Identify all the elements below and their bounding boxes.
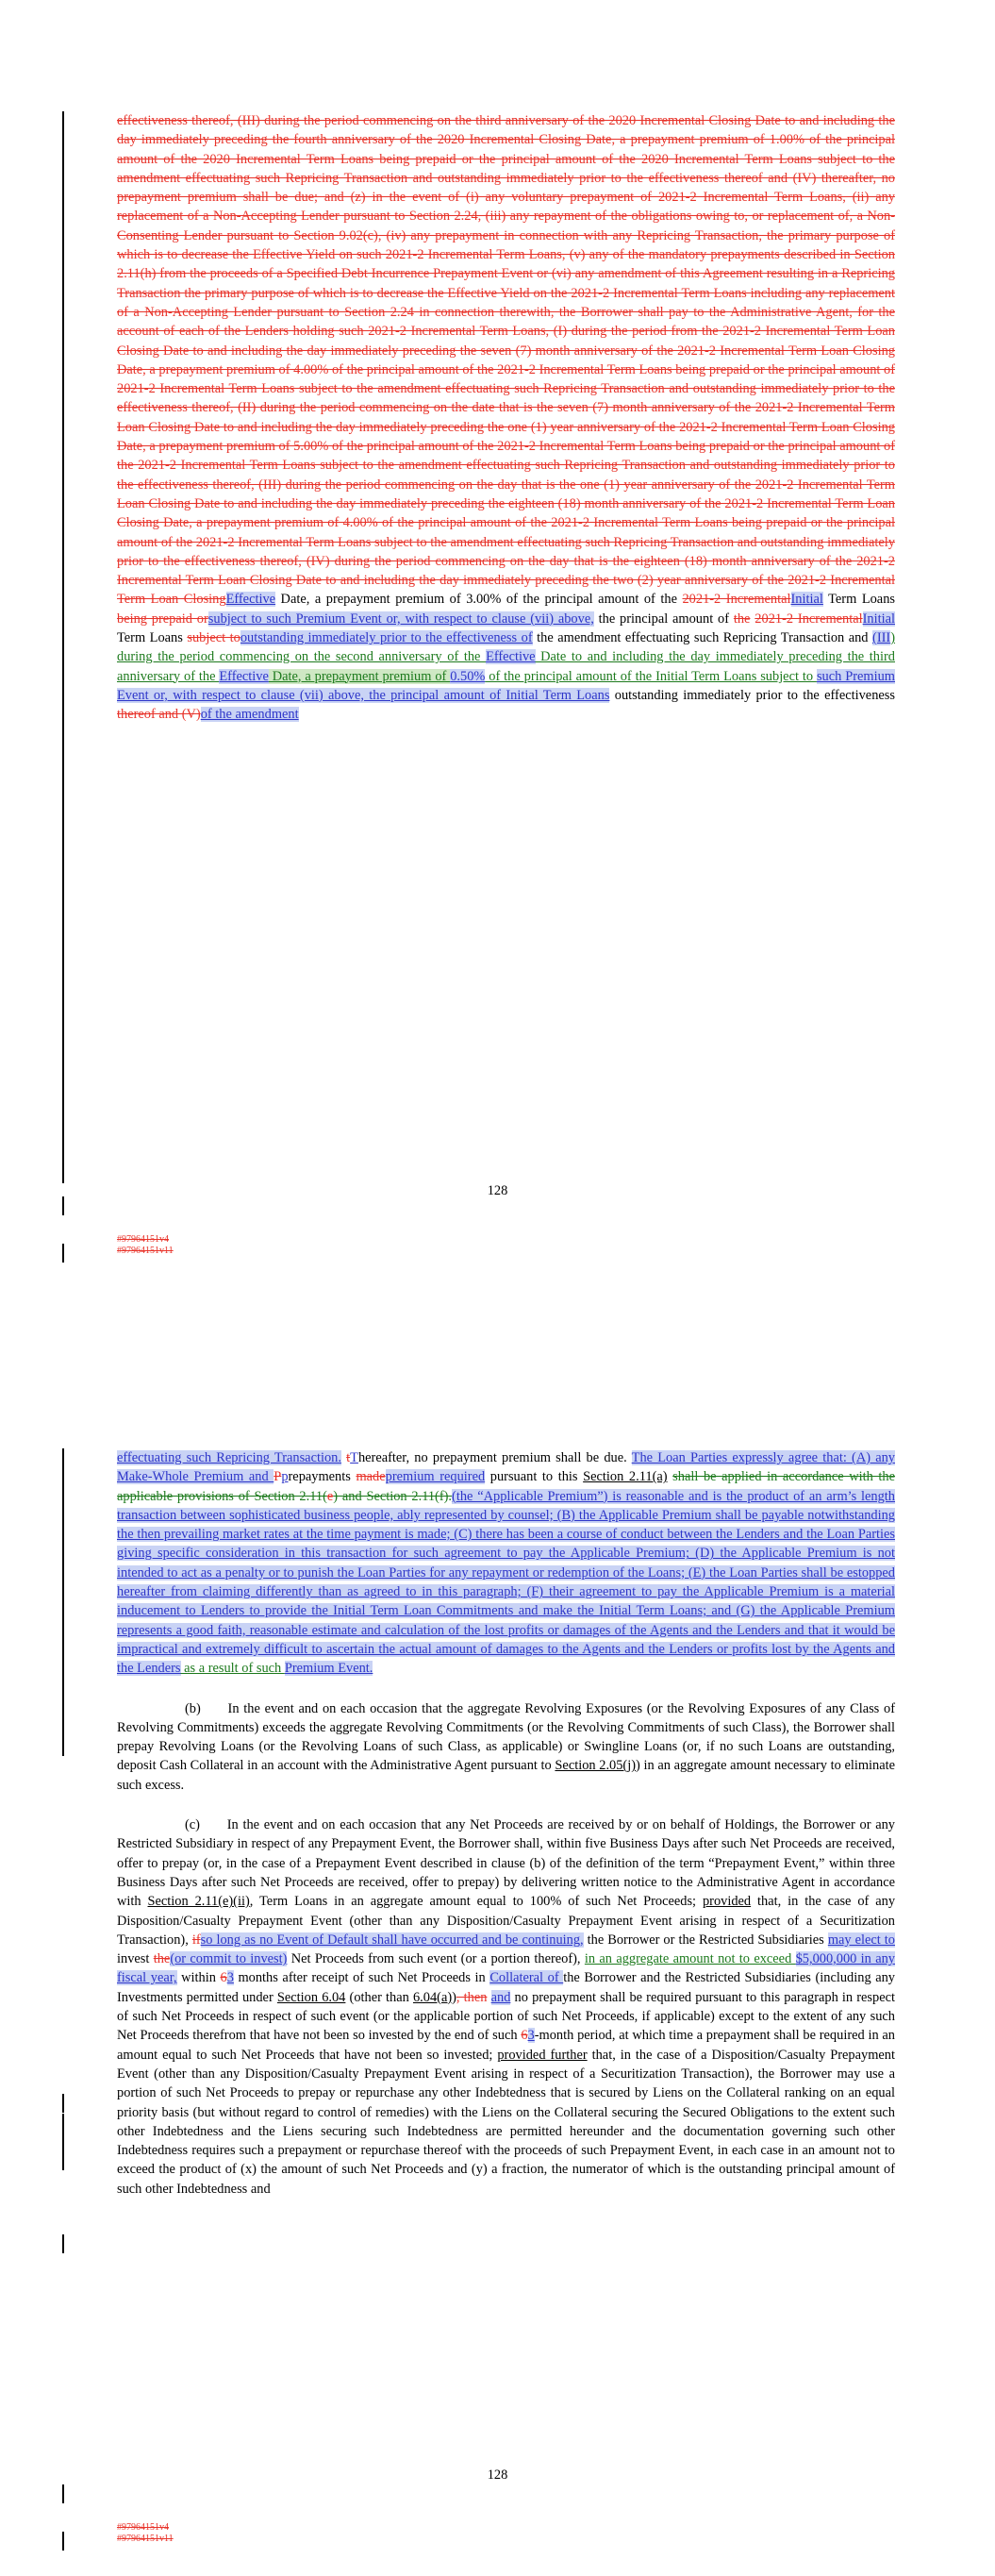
change-bar [62,2114,64,2170]
deleted-text: effectiveness thereof, (III) during the period commencing on the third anniversary of the 2020 Incremental Closing Date to and including the day immediately preceding the fourth anniversary of the 2020 Incremental Closing Date, a prepayment premium of 1.00% of the principal amount of the 2020 Incremental Term Loans being prepaid or the principal amount of the 2020 Incremental Term Loans subject to the amendment effectuating such Repricing Transaction and outstanding immediately prior to the effectiveness thereof and (IV) thereafter, no prepayment premium shall be due; and (z) in the event of (i) any voluntary prepayment of 2021-2 Incremental Term Loans, (ii) any replacement of a Non-Accepting Lender pursuant to Section 2.24, (iii) any repayment of the obligations owing to, or replacement of, a Non-Consenting Lender pursuant to Section 9.02(c), (iv) any prepayment in connection with any Repricing Transaction, the primary purpose of which is to decrease the Effective Yield on such 2021-2 Incremental Term Loans, (v) any of the mandatory prepayments described in Section 2.11(h) from the proceeds of a Specified Debt Incurrence Prepayment Event or (vi) any amendment of this Agreement resulting in a Repricing Transaction the primary purpose of which is to decrease the Effective Yield on the 2021-2 Incremental Term Loans including any replacement of a Non-Accepting Lender pursuant to Section 2.24 in connection therewith, the Borrower shall pay to the Administrative Agent, for the account of each of the Lenders holding such 2021-2 Incremental Term Loans, (I) during the period from the 2021-2 Incremental Term Loan Closing Date to and including the day immediately preceding the seven (7) month anniversary of the 2021-2 Incremental Term Loan Closing Date, a prepayment premium of 4.00% of the principal amount of the 2021-2 Incremental Term Loans being prepaid or the principal amount of 2021-2 Incremental Term Loans subject to the amendment effectuating such Repricing Transaction and outstanding immediately prior to the effectiveness thereof, (II) during the period commencing on the date that is the seven (7) month anniversary of the 2021-2 Incremental Term Loan Closing Date to and including the day immediately preceding the one (1) year anniversary of the 2021-2 Incremental Term Loan Closing Date, a prepayment premium of 5.00% of the principal amount of the 2021-2 Incremental Term Loans being prepaid or the principal amount of the 2021-2 Incremental Term Loans subject to the amendment effectuating such Repricing Transaction and outstanding immediately prior to the effectiveness thereof, (III) during the period commencing on the day that is the one (1) year anniversary of the 2021-2 Incremental Term Loan Closing Date to and including the day immediately preceding the eighteen (18) month anniversary of the 2021-2 Incremental Term Loan Closing Date, a prepayment premium of 4.00% of the principal amount of the 2021-2 Incremental Term Loans being prepaid or the principal amount of the 2021-2 Incremental Term Loans subject to the amendment effectuating such Repricing Transaction and outstanding immediately prior to the effectiveness thereof, (IV) during the period commencing on the day that is the eighteen (18) month anniversary of the 2021-2 Incremental Term Loan Closing Date to and including the day immediately preceding the two (2) year anniversary of the 2021-2 Incremental Term Loan Closing [117,113,895,608]
inserted-text: premium required [385,1469,486,1485]
inserted-text: The Loan Parties expressly agree that: (A) any Make-Whole Premium and [117,1450,895,1485]
document-id-footer [117,1234,174,1257]
section-c-paragraph [117,1815,895,2199]
inserted-text: Effective [219,668,269,684]
body-text: (c) In the event and on each occasion that any Net Proceeds are received by or on behalf of Holdings, the Borrower or any Restricted Subsidiary in respect of any Prepayment Event, the Borrower shall, within five Business Days after such Net Proceeds are received, offer to prepay (or, in the case of a Prepayment Event described in clause (b) of the definition of the term “Prepayment Event,” within three Business Days after such Net Proceeds are received, offer to prepay) by delivering written notice to the Administrative Agent in accordance with [117,1817,895,1910]
inserted-text: T [350,1450,358,1465]
deleted-text: 2021-2 Incremental [682,592,791,608]
body-text: Term Loans [117,630,188,646]
moved-text: ) during the period commencing on the second anniversary of the [117,630,895,665]
moved-text: Date, a prepayment premium of [268,668,451,684]
inserted-text: Collateral of [489,1970,564,1986]
inserted-text: may elect to [827,1932,895,1948]
deleted-text: P [274,1469,282,1485]
section-reference: Section 2.11(a) [583,1469,668,1485]
deleted-text: if [191,1932,201,1948]
body-text: the Borrower and the Restricted Subsidiaries (including any Investments permitted under [117,1970,896,2005]
prepayment-premium-paragraph [117,111,895,725]
deleted-text: 2021-2 Incremental [755,611,863,627]
deleted-text: 6 [521,2028,528,2044]
inserted-text: so long as no Event of Default shall have occurred and be continuing, [200,1932,584,1948]
section-reference: Section 2.05(j) [555,1758,637,1774]
body-text: outstanding immediately prior to the effectiveness [609,687,895,703]
document-id-footer [117,2522,174,2545]
inserted-text: Effective [486,649,536,665]
change-bar [62,2094,64,2113]
inserted-text: 3 [527,2028,535,2044]
body-text: no prepayment shall be required pursuant to this paragraph in respect of such Net Proceeds in respect of such event (or the applicable portion of such Net Proceeds, if applicable) except to the extent of any such Net Proceeds therefrom that have not been so invested by the end of such [117,1989,895,2044]
deleted-text: subject to [187,630,240,646]
inserted-text: Effective [225,592,276,608]
deleted-text: e [326,1488,334,1504]
moved-text: as a result of such [180,1661,285,1677]
footer-doc-id: #97964151v4 [117,1234,169,1245]
body-text: Date, a prepayment premium of 3.00% of the principal amount of the [275,592,683,608]
inserted-text: p [281,1469,289,1485]
body-text: (b) In the event and on each occasion that the aggregate Revolving Exposures (or the Revolving Exposures of any Class of Revolving Commitments) exceeds the aggregate Revolving Commitments (or the Revolving Commitments of such Class), the Borrower shall prepay Revolving Loans (or the Revolving Loans of such Class, as applicable) or Swingline Loans (or, if no such Loans are outstanding, deposit Cash Collateral in an account with the Administrative Agent pursuant to [117,1700,895,1774]
body-text: , Term Loans in an aggregate amount equal to 100% of such Net Proceeds; [249,1894,703,1910]
body-text: months after receipt of such Net Proceeds in [233,1970,490,1986]
proviso-term: provided [702,1894,752,1910]
inserted-text: subject to such Premium Event or, with respect to clause (vii) above, [207,611,594,627]
inserted-text: such Premium Event or, with respect to clause (vii) above, the principal amount of Initial Term Loans [117,668,895,703]
inserted-text: Initial [862,611,895,627]
deleted-text: , then [456,1989,488,2005]
body-text: -month period, at which time a prepayment shall be required in an amount equal to such Net Proceeds that have not been so invested; [117,2028,895,2063]
footer-doc-id: #97964151v11 [117,2534,174,2544]
body-text: that, in the case of any Disposition/Casualty Prepayment Event (other than any Disposition/Casualty Prepayment Event arising in respect of a Securitization Transaction), [117,1894,896,1948]
inserted-text: Initial [790,592,823,608]
moved-text: of the principal amount of the Initial Term Loans subject to [485,668,817,684]
body-text: pursuant to this [485,1469,584,1485]
deleted-text: being prepaid or [117,611,208,627]
inserted-text: effectuating such Repricing Transaction. [117,1450,341,1465]
inserted-text: and [490,1989,511,2005]
change-bar [62,1448,64,1756]
change-bar [62,1196,64,1215]
inserted-text: 3 [226,1970,234,1986]
deleted-text: 6 [220,1970,227,1986]
inserted-text: (III [872,630,891,646]
moved-text: in an aggregate amount not to exceed [584,1951,796,1967]
inserted-text: (the “Applicable Premium”) is reasonable and is the product of an arm’s length transaction between sophisticated business people, ably represented by counsel; (B) the Applicable Premium shall be payable notwithstanding the then prevailing market rates at the time payment is made; (C) there has been a course of conduct between the Lenders and the Loan Parties giving specific consideration in this transaction for such agreement to pay the Applicable Premium; (D) the Applicable Premium is not intended to act as a penalty or to punish the Loan Parties for any repayment or redemption of the Loans; (E) the Loan Parties shall be estopped hereafter from claiming differently than as agreed to in this paragraph; (F) their agreement to pay the Applicable Premium is a material inducement to Lenders to provide the Initial Term Loan Commitments and make the Initial Term Loans; and (G) the Applicable Premium represents a good faith, reasonable estimate and calculation of the lost profits or damages of the Agents and the Lenders and that it would be impractical and extremely difficult to ascertain the actual amount of damages to the Agents and the Lenders or profits lost by the Agents and the Lenders [117,1488,896,1677]
body-text: Net Proceeds from such event (or a portion thereof), [287,1951,585,1967]
inserted-text: of the amendment [200,707,299,723]
body-text: ) in an aggregate amount necessary to eliminate such excess. [117,1758,896,1793]
proviso-term: provided further [497,2047,588,2063]
applicable-premium-paragraph [117,1448,895,1679]
body-text: invest [117,1951,154,1967]
deleted-text: t [346,1450,351,1465]
body-text: the principal amount of [593,611,734,627]
deleted-text: thereof and (V) [117,707,201,723]
document-page-2 [0,1288,995,2576]
page1-body [117,111,895,725]
change-bar [62,1244,64,1263]
inserted-text: (or commit to invest) [170,1951,288,1967]
inserted-text: 0.50% [450,668,486,684]
footer-doc-id: #97964151v11 [117,1246,174,1256]
section-reference: 6.04(a) [412,1989,453,2005]
change-bar [62,2234,64,2253]
body-text: the amendment effectuating such Repricing Transaction and [532,630,873,646]
page-number: 128 [487,2467,508,2483]
change-bar [62,111,64,1183]
body-text: within [176,1970,221,1986]
body-text: repayments [288,1469,357,1485]
body-text: Term Loans [822,592,895,608]
body-text: that, in the case of a Disposition/Casualty Prepayment Event (other than any Disposition/Casualty Prepayment Event arising in respect of a Securitization Transaction), the Borrower may use a portion of such Net Proceeds to prepay or repurchase any other Indebtedness that is secured by Liens on the Collateral ranking on an equal priority basis (but without regard to control of remedies) with the Liens on the Collateral securing the Secured Obligations to the extent such other Indebtedness and the Liens securing such Indebtedness are permitted hereunder and the documentation governing such other Indebtedness requires such a prepayment or repurchase thereof with the proceeds of such Prepayment Event, in each case in an amount not to exceed the product of (x) the amount of such Net Proceeds and (y) a fraction, the numerator of which is the outstanding principal amount of such other Indebtedness and [117,2047,895,2197]
page-number: 128 [487,1183,508,1198]
footer-doc-id: #97964151v4 [117,2522,169,2533]
moved-text: Date to and including the day immediately preceding the third anniversary of the [117,649,895,684]
inserted-text: $5,000,000 in any fiscal year, [117,1951,895,1986]
deleted-text: the [733,611,751,627]
body-text: the Borrower or the Restricted Subsidiaries [583,1932,828,1948]
change-bar [62,2484,64,2503]
body-text: (other than [345,1989,413,2005]
deleted-text: made [356,1469,386,1485]
change-bar [62,2532,64,2551]
section-b-paragraph [117,1699,895,1795]
body-text: hereafter, no prepayment premium shall be due. [357,1450,632,1465]
inserted-text: outstanding immediately prior to the effectiveness of [240,630,533,646]
inserted-text: Premium Event. [284,1661,373,1677]
section-reference: Section 6.04 [276,1989,346,2005]
body-text: ) [452,1989,456,2005]
deleted-moved-text: ) and Section 2.11(f). [333,1488,453,1504]
deleted-moved-text: shall be applied in accordance with the applicable provisions of Section 2.11( [117,1469,896,1504]
deleted-text: the [153,1951,171,1967]
section-reference: Section 2.11(e)(ii) [147,1894,250,1910]
page2-body [117,1448,895,2199]
